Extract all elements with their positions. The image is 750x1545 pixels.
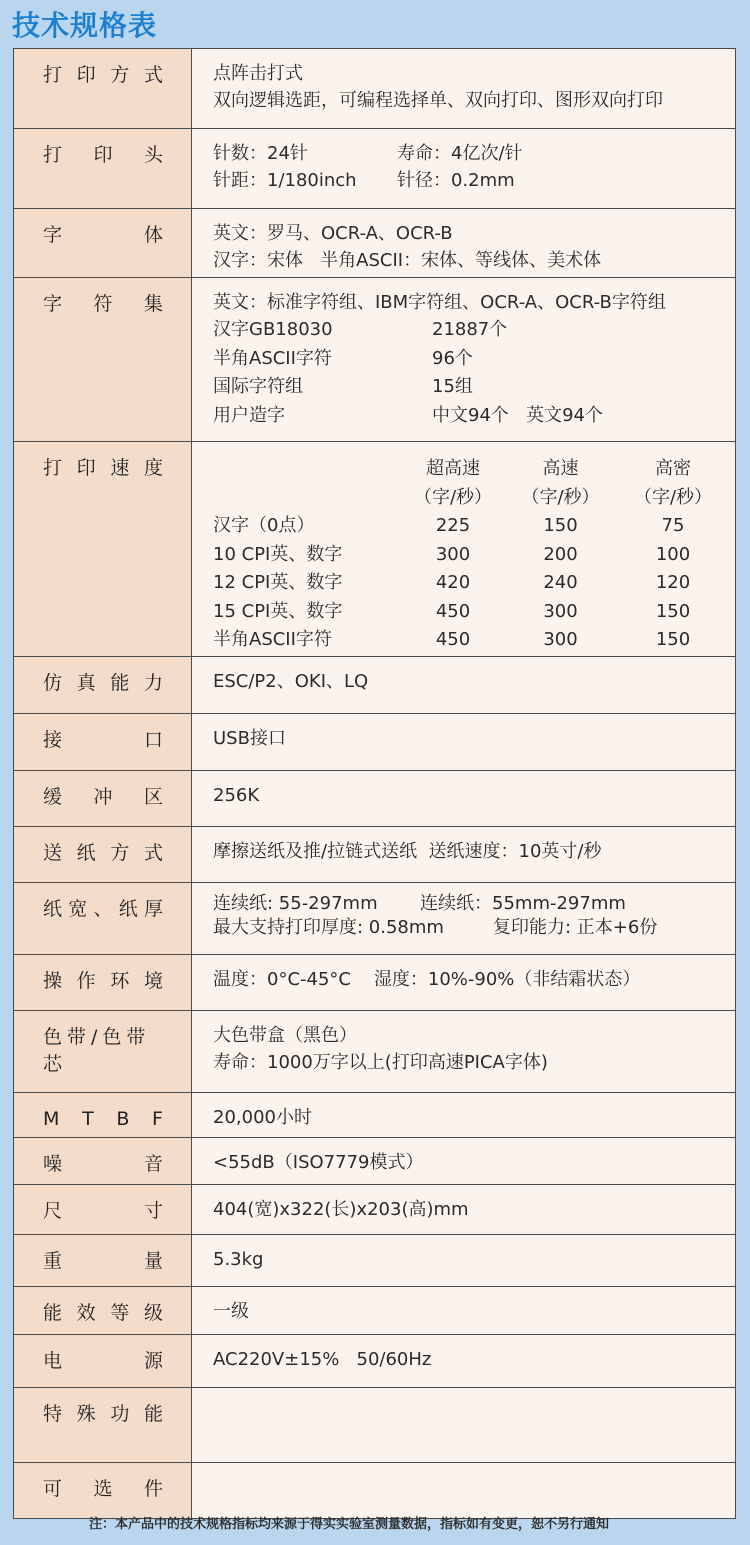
spec-value xyxy=(192,1335,735,1373)
spec-label-char: 、 xyxy=(93,898,113,920)
speed-value: 420 xyxy=(435,572,471,593)
spec-value xyxy=(192,1287,735,1325)
spec-label-cell xyxy=(14,1093,192,1138)
spec-label-char: M xyxy=(43,1108,60,1130)
spec-label-char: 能 xyxy=(43,1302,63,1324)
spec-value-cell xyxy=(192,129,736,209)
spec-label-cell xyxy=(14,827,192,883)
speed-value: 120 xyxy=(655,572,691,593)
speed-header: 超高速 xyxy=(426,458,480,479)
spec-label-char: 能 xyxy=(110,672,130,694)
spec-value-line: <55dB（ISO7779模式） xyxy=(213,1152,424,1173)
spec-label-char: 能 xyxy=(143,1403,163,1425)
spec-value-line: 404(宽)x322(长)x203(高)mm xyxy=(213,1199,469,1220)
spec-row-buffer xyxy=(14,771,736,827)
speed-value: 100 xyxy=(655,543,691,565)
spec-value-line: 寿命：1000万字以上(打印高速PICA字体) xyxy=(213,1052,548,1073)
spec-row-emulation xyxy=(14,657,736,714)
charset-name: 国际字符组 xyxy=(213,376,303,397)
speed-row-label: 汉字（0点） xyxy=(213,515,315,536)
spec-value-cell xyxy=(192,827,736,883)
spec-value xyxy=(192,1138,735,1176)
spec-label xyxy=(14,771,191,811)
spec-label-char: 力 xyxy=(143,672,163,694)
spec-value-cell xyxy=(192,278,736,442)
spec-row-mtbf xyxy=(14,1093,736,1138)
speed-header: 高速 xyxy=(542,458,579,479)
spec-label xyxy=(14,714,191,754)
spec-value-line: USB接口 xyxy=(213,728,286,749)
spec-label xyxy=(14,1287,191,1327)
charset-name: 用户造字 xyxy=(213,404,285,426)
spec-label-char: 选 xyxy=(93,1478,113,1500)
spec-label: 色带/色带芯 xyxy=(43,1026,151,1075)
spec-value-cell xyxy=(192,209,736,278)
spec-value xyxy=(192,771,735,809)
spec-label-char: 印 xyxy=(76,457,96,479)
spec-value-cell xyxy=(192,49,736,129)
spec-row-options xyxy=(14,1463,736,1519)
spec-value-cell xyxy=(192,657,736,714)
spec-label-cell xyxy=(14,129,192,209)
spec-value-line xyxy=(213,167,725,194)
spec-value-line: AC220V±15% 50/60Hz xyxy=(213,1349,432,1370)
spec-label-cell xyxy=(14,1011,192,1093)
charset-list xyxy=(213,316,725,430)
spec-label-cell xyxy=(14,883,192,955)
spec-label-char: 冲 xyxy=(93,786,113,808)
spec-label xyxy=(14,1093,191,1133)
spec-label-char: 式 xyxy=(143,842,163,864)
spec-value xyxy=(192,714,735,752)
spec-label-char: 速 xyxy=(110,457,130,479)
spec-label-char: 等 xyxy=(110,1302,130,1324)
spec-label-char: 接 xyxy=(43,729,63,751)
spec-label-char: 量 xyxy=(143,1250,163,1272)
spec-value-cell xyxy=(192,442,736,657)
spec-label-char: 特 xyxy=(43,1403,63,1425)
spec-value-cell xyxy=(192,1235,736,1287)
spec-row-ribbon xyxy=(14,1011,736,1093)
speed-header: 高密 xyxy=(655,458,691,479)
spec-label-char: 宽 xyxy=(68,898,88,920)
spec-label-cell xyxy=(14,1335,192,1388)
spec-value-line: 大色带盒（黑色） xyxy=(213,1025,357,1046)
spec-value-line: 5.3kg xyxy=(213,1249,264,1270)
spec-label xyxy=(14,827,191,867)
speed-header: （字/秒） xyxy=(521,486,600,508)
spec-label xyxy=(14,49,191,89)
speed-header xyxy=(213,484,403,513)
spec-label-char: 作 xyxy=(76,970,96,992)
spec-value xyxy=(192,1235,735,1273)
spec-value-line xyxy=(213,916,725,940)
spec-label-cell xyxy=(14,657,192,714)
spec-value-line: 温度：0°C-45°C 湿度：10%-90%（非结霜状态） xyxy=(213,969,641,990)
speed-value: 450 xyxy=(435,629,471,650)
spec-label-cell xyxy=(14,49,192,129)
spec-row-paper-feed xyxy=(14,827,736,883)
spec-label-char: 真 xyxy=(76,672,96,694)
spec-label-char: 殊 xyxy=(76,1403,96,1425)
spec-label-char: 缓 xyxy=(43,786,63,808)
spec-label-char: 字 xyxy=(43,224,63,246)
spec-label-cell xyxy=(14,1235,192,1287)
spec-value-cell xyxy=(192,1335,736,1388)
spec-label xyxy=(14,1185,191,1225)
speed-header: （字/秒） xyxy=(633,486,713,508)
spec-label-cell xyxy=(14,278,192,442)
spec-value xyxy=(192,883,735,940)
charset-name: 半角ASCII字符 xyxy=(213,347,332,369)
spec-label-char: 寸 xyxy=(143,1200,163,1222)
spec-label-char: 纸 xyxy=(76,842,96,864)
spec-label-char: 可 xyxy=(43,1478,63,1500)
spec-value-cell xyxy=(192,1463,736,1519)
spec-value-cell xyxy=(192,955,736,1011)
spec-label xyxy=(14,442,191,482)
spec-label-char: F xyxy=(152,1108,163,1130)
spec-label-cell xyxy=(14,1388,192,1463)
spec-label xyxy=(14,1463,191,1503)
speed-value: 200 xyxy=(543,543,578,565)
spec-label xyxy=(14,129,191,169)
speed-header: （字/秒） xyxy=(413,486,493,508)
speed-row-label: 10 CPI英、数字 xyxy=(213,543,343,565)
spec-label-char: 音 xyxy=(143,1153,163,1175)
speed-value: 300 xyxy=(435,543,471,565)
speed-value: 300 xyxy=(543,600,578,622)
spec-row-special xyxy=(14,1388,736,1463)
spec-label-char: 纸 xyxy=(118,898,138,920)
speed-header xyxy=(213,455,403,484)
spec-label xyxy=(14,209,191,249)
spec-label-cell xyxy=(14,1287,192,1335)
spec-value xyxy=(192,1093,735,1131)
page-title: 技术规格表 xyxy=(12,9,158,42)
spec-value-cell xyxy=(192,1011,736,1093)
spec-value-cell xyxy=(192,771,736,827)
spec-value-line: 20,000小时 xyxy=(213,1107,312,1128)
spec-label-char: 区 xyxy=(143,786,163,808)
spec-label-char: 功 xyxy=(110,1403,130,1425)
spec-value-cell xyxy=(192,1138,736,1185)
spec-label-cell xyxy=(14,714,192,771)
spec-label-char: 方 xyxy=(110,64,130,86)
spec-label-char: 操 xyxy=(43,970,63,992)
speed-row-label: 半角ASCII字符 xyxy=(213,629,332,650)
speed-value: 225 xyxy=(435,515,471,536)
spec-label-char: 纸 xyxy=(43,898,63,920)
spec-label xyxy=(14,883,191,923)
charset-count: 中文94个 英文94个 xyxy=(432,404,603,426)
footnote: 注：本产品中的技术规格指标均来源于得实实验室测量数据，指标如有变更，恕不另行通知 xyxy=(89,1517,610,1532)
spec-label-char: 度 xyxy=(143,457,163,479)
spec-label-char: 重 xyxy=(43,1250,63,1272)
spec-value xyxy=(192,278,735,430)
spec-label-char: 噪 xyxy=(43,1153,63,1175)
spec-value xyxy=(192,1185,735,1223)
spec-value xyxy=(192,1011,735,1076)
spec-value-line: 摩擦送纸及推/拉链式送纸 送纸速度：10英寸/秒 xyxy=(213,841,602,862)
spec-label-char: 符 xyxy=(93,293,113,315)
spec-value-line: 英文：罗马、OCR-A、OCR-B xyxy=(213,223,453,244)
spec-value xyxy=(192,1388,735,1399)
spec-value-line: 英文：标准字符组、IBM字符组、OCR-A、OCR-B字符组 xyxy=(213,292,666,313)
spec-value xyxy=(192,827,735,865)
spec-label-char: 厚 xyxy=(143,898,163,920)
spec-label-char: 打 xyxy=(43,144,63,166)
spec-label-cell xyxy=(14,1463,192,1519)
spec-value-part: 针径：0.2mm xyxy=(397,170,515,191)
spec-label xyxy=(14,1138,191,1178)
spec-value xyxy=(192,129,735,194)
speed-value: 75 xyxy=(661,515,685,536)
spec-value-part: 最大支持打印厚度: 0.58mm xyxy=(213,917,444,938)
spec-value-line: 汉字：宋体 半角ASCII：宋体、等线体、美术体 xyxy=(213,250,602,271)
spec-label-char: 源 xyxy=(143,1350,163,1372)
spec-label-char: B xyxy=(116,1108,130,1130)
spec-value xyxy=(192,49,735,114)
spec-label-cell xyxy=(14,209,192,278)
spec-value xyxy=(192,657,735,695)
spec-label-char: 电 xyxy=(43,1350,63,1372)
spec-value-part: 寿命：4亿次/针 xyxy=(397,143,523,164)
spec-value-cell xyxy=(192,1093,736,1138)
speed-value: 150 xyxy=(543,515,578,536)
speed-value: 450 xyxy=(435,600,471,622)
spec-label-char: 集 xyxy=(143,293,163,315)
spec-row-print-speed xyxy=(14,442,736,657)
spec-row-environment xyxy=(14,955,736,1011)
spec-label-char: 环 xyxy=(110,970,130,992)
spec-label-char: 式 xyxy=(143,64,163,86)
spec-value-cell xyxy=(192,714,736,771)
spec-label-char: 仿 xyxy=(43,672,63,694)
spec-value xyxy=(192,209,735,274)
spec-label-char: 打 xyxy=(43,64,63,86)
spec-value-line xyxy=(213,140,725,167)
charset-count: 21887个 xyxy=(432,319,508,340)
charset-count: 96个 xyxy=(432,347,473,369)
spec-label-char: 方 xyxy=(110,842,130,864)
spec-label-char: T xyxy=(82,1108,94,1130)
spec-value-line: 一级 xyxy=(213,1301,249,1322)
spec-label-char: 口 xyxy=(143,729,163,751)
spec-label-char: 效 xyxy=(76,1302,96,1324)
spec-table xyxy=(13,48,736,1519)
spec-label-cell xyxy=(14,442,192,657)
spec-value-line: 256K xyxy=(213,785,260,806)
spec-label-char: 件 xyxy=(143,1478,163,1500)
speed-value: 240 xyxy=(543,572,578,593)
speed-row-label: 12 CPI英、数字 xyxy=(213,572,343,593)
spec-label-char: 头 xyxy=(143,144,163,166)
spec-label-char: 尺 xyxy=(43,1200,63,1222)
spec-value-part: 连续纸：55mm-297mm xyxy=(420,893,626,914)
spec-value-line xyxy=(213,892,725,916)
spec-label-char: 印 xyxy=(93,144,113,166)
spec-label xyxy=(14,278,191,318)
spec-row-paper-width xyxy=(14,883,736,955)
spec-label-cell xyxy=(14,1138,192,1185)
speed-value: 150 xyxy=(655,600,691,622)
speed-value: 300 xyxy=(543,629,578,650)
spec-value-line: 双向逻辑选距，可编程选择单、双向打印、图形双向打印 xyxy=(213,90,663,111)
spec-row-noise xyxy=(14,1138,736,1185)
spec-label-char: 级 xyxy=(143,1302,163,1324)
spec-value-part: 连续纸: 55-297mm xyxy=(213,893,378,914)
spec-row-weight xyxy=(14,1235,736,1287)
spec-row-size xyxy=(14,1185,736,1235)
spec-row-energy xyxy=(14,1287,736,1335)
spec-label-char: 送 xyxy=(43,842,63,864)
spec-row-power xyxy=(14,1335,736,1388)
speed-row-label: 15 CPI英、数字 xyxy=(213,600,343,622)
spec-label-char: 打 xyxy=(43,457,63,479)
charset-count: 15组 xyxy=(432,376,473,397)
spec-value-line: 点阵击打式 xyxy=(213,63,303,84)
spec-value-cell xyxy=(192,1185,736,1235)
spec-label-cell xyxy=(14,955,192,1011)
spec-value-part: 针数：24针 xyxy=(213,143,308,164)
spec-row-print-method xyxy=(14,49,736,129)
spec-value-part: 复印能力: 正本+6份 xyxy=(493,917,658,938)
spec-label xyxy=(14,657,191,697)
spec-row-charset xyxy=(14,278,736,442)
spec-value-cell xyxy=(192,1287,736,1335)
spec-value xyxy=(192,955,735,993)
speed-table xyxy=(213,455,725,655)
spec-value-cell xyxy=(192,883,736,955)
spec-value xyxy=(192,442,735,655)
spec-row-font xyxy=(14,209,736,278)
spec-label-char: 字 xyxy=(43,293,63,315)
spec-label xyxy=(14,1335,191,1375)
spec-value xyxy=(192,1463,735,1474)
spec-value-line: ESC/P2、OKI、LQ xyxy=(213,671,369,692)
spec-label-char: 印 xyxy=(76,64,96,86)
spec-row-interface xyxy=(14,714,736,771)
spec-label xyxy=(14,1235,191,1275)
charset-name: 汉字GB18030 xyxy=(213,319,333,340)
speed-value: 150 xyxy=(655,629,691,650)
spec-label-cell xyxy=(14,1185,192,1235)
spec-label-cell xyxy=(14,771,192,827)
spec-value-part: 针距：1/180inch xyxy=(213,170,357,191)
spec-label xyxy=(14,1388,191,1428)
spec-label xyxy=(14,955,191,995)
spec-value-cell xyxy=(192,1388,736,1463)
spec-label-char: 境 xyxy=(143,970,163,992)
spec-label-char: 体 xyxy=(143,224,163,246)
spec-row-print-head xyxy=(14,129,736,209)
